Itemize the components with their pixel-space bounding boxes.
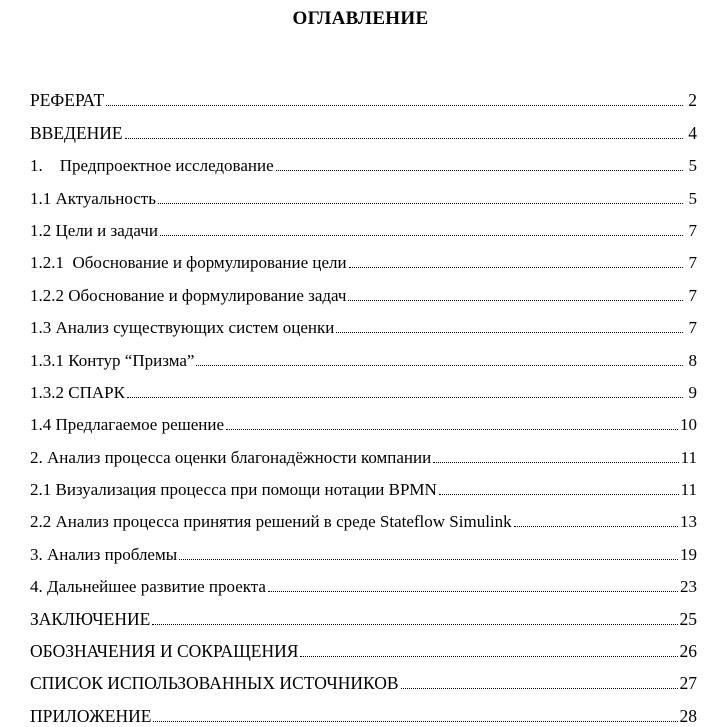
toc-leader-dots xyxy=(268,591,678,592)
toc-entry[interactable] xyxy=(30,500,697,532)
toc-leader-dots xyxy=(514,526,678,527)
toc-entry-page: 26 xyxy=(679,641,697,662)
toc-entry-label: 1.1 Актуальность xyxy=(30,188,156,208)
toc-entry[interactable] xyxy=(30,273,697,305)
toc-leader-dots xyxy=(196,365,683,366)
toc-entry-page: 7 xyxy=(688,253,697,273)
toc-leader-dots xyxy=(106,105,683,106)
toc-entry[interactable] xyxy=(30,176,697,208)
toc-entry-page: 5 xyxy=(688,156,697,176)
toc-entry[interactable] xyxy=(30,241,697,273)
toc-entry-page: 25 xyxy=(679,608,697,629)
toc-entry-label: 4. Дальнейшее развитие проекта xyxy=(30,577,266,597)
toc-entry[interactable] xyxy=(30,662,697,694)
toc-leader-dots xyxy=(127,397,683,398)
toc-entry-label: ПРИЛОЖЕНИЕ xyxy=(30,705,152,726)
toc-leader-dots xyxy=(125,138,683,139)
toc-entry-page: 10 xyxy=(680,415,697,435)
toc-entry[interactable] xyxy=(30,306,697,338)
toc-entry-page: 4 xyxy=(688,122,697,143)
toc-entry[interactable] xyxy=(30,532,697,564)
toc-entry[interactable] xyxy=(30,338,697,370)
toc-entry[interactable] xyxy=(30,209,697,241)
toc-entry-page: 9 xyxy=(688,382,697,402)
toc-entry-label: 2. Анализ процесса оценки благонадёжности компании xyxy=(30,447,432,467)
toc-entry-page: 19 xyxy=(680,544,697,564)
toc-entry-label: ВВЕДЕНИЕ xyxy=(30,122,123,143)
toc-entry[interactable] xyxy=(30,468,697,500)
toc-leader-dots xyxy=(348,300,683,301)
toc-entry-page: 13 xyxy=(680,512,697,532)
toc-entry-label: 1.3.1 Контур “Призма” xyxy=(30,350,195,370)
toc-entry-page: 11 xyxy=(680,447,697,467)
toc-entry-label: ЗАКЛЮЧЕНИЕ xyxy=(30,608,151,629)
toc-entry-page: 23 xyxy=(680,577,697,597)
toc-leader-dots xyxy=(276,170,683,171)
toc-entry[interactable] xyxy=(30,565,697,597)
toc-entry[interactable] xyxy=(30,79,697,111)
toc-leader-dots xyxy=(226,429,678,430)
toc-entry-page: 11 xyxy=(680,480,697,500)
table-of-contents xyxy=(30,79,697,727)
toc-entry-page: 8 xyxy=(688,350,697,370)
toc-entry-label: 1.2.2 Обоснование и формулирование задач xyxy=(30,285,347,305)
toc-entry[interactable] xyxy=(30,403,697,435)
toc-entry[interactable] xyxy=(30,435,697,467)
toc-entry-label: РЕФЕРАТ xyxy=(30,90,105,111)
toc-entry-page: 27 xyxy=(679,673,697,694)
toc-entry-label: СПИСОК ИСПОЛЬЗОВАННЫХ ИСТОЧНИКОВ xyxy=(30,673,399,694)
toc-entry-label: 1.2 Цели и задачи xyxy=(30,220,158,240)
toc-entry[interactable] xyxy=(30,630,697,662)
page-title: ОГЛАВЛЕНИЕ xyxy=(292,8,429,29)
toc-leader-dots xyxy=(179,559,678,560)
toc-entry-page: 7 xyxy=(688,285,697,305)
toc-leader-dots xyxy=(349,267,683,268)
toc-entry[interactable] xyxy=(30,694,697,726)
toc-leader-dots xyxy=(160,235,683,236)
toc-leader-dots xyxy=(300,656,677,657)
toc-entry-label: ОБОЗНАЧЕНИЯ И СОКРАЩЕНИЯ xyxy=(30,641,299,662)
toc-entry-page: 28 xyxy=(679,705,697,726)
toc-entry[interactable] xyxy=(30,597,697,629)
toc-leader-dots xyxy=(158,203,683,204)
toc-leader-dots xyxy=(439,494,679,495)
toc-entry-label: 3. Анализ проблемы xyxy=(30,544,178,564)
toc-leader-dots xyxy=(433,462,678,463)
toc-entry-label: 2.2 Анализ процесса принятия решений в среде Stateflow Simulink xyxy=(30,512,512,532)
toc-entry[interactable] xyxy=(30,144,697,176)
toc-entry-label: 1.3.2 СПАРК xyxy=(30,382,125,402)
toc-entry[interactable] xyxy=(30,371,697,403)
toc-entry[interactable] xyxy=(30,111,697,143)
toc-entry-label: 1.4 Предлагаемое решение xyxy=(30,415,225,435)
toc-entry-label: 1.2.1 Обоснование и формулирование цели xyxy=(30,253,347,273)
toc-entry-label: 1. Предпроектное исследование xyxy=(30,156,274,176)
toc-entry-page: 2 xyxy=(688,90,697,111)
toc-entry-label: 2.1 Визуализация процесса при помощи нотации BPMN xyxy=(30,480,437,500)
toc-leader-dots xyxy=(401,688,678,689)
toc-entry-page: 7 xyxy=(688,318,697,338)
toc-leader-dots xyxy=(336,332,683,333)
toc-entry-label: 1.3 Анализ существующих систем оценки xyxy=(30,318,335,338)
toc-entry-page: 5 xyxy=(688,188,697,208)
toc-leader-dots xyxy=(152,624,677,625)
toc-entry-page: 7 xyxy=(688,220,697,240)
